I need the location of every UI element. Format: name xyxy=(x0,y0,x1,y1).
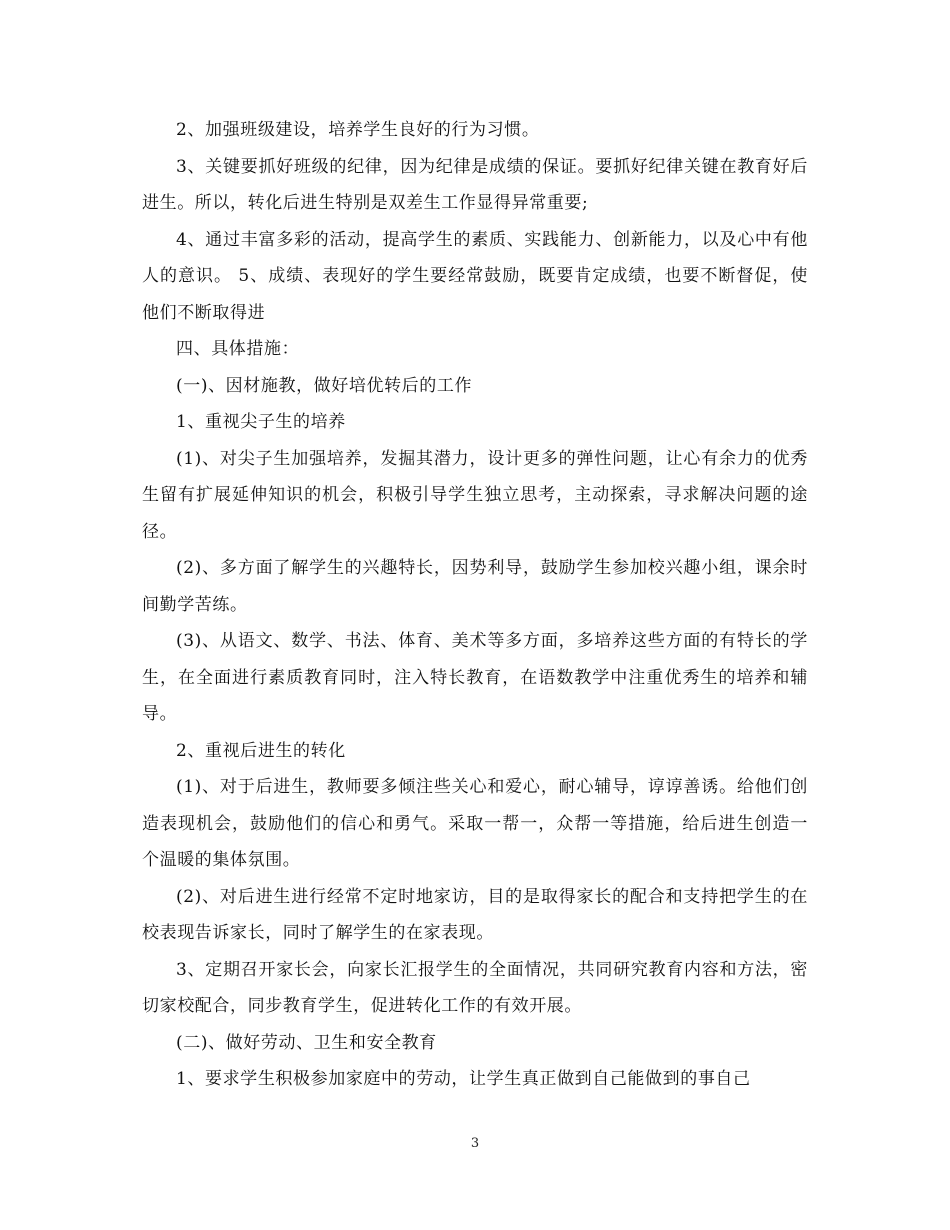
subsection-heading: (一)、因材施教，做好培优转后的工作 xyxy=(176,375,473,396)
paragraph: 2、加强班级建设，培养学生良好的行为习惯。 xyxy=(176,120,540,140)
item-heading: 2、重视后进生的转化 xyxy=(176,740,346,761)
page-number: 3 xyxy=(470,1136,480,1151)
item-heading: 1、重视尖子生的培养 xyxy=(176,412,346,432)
section-heading: 四、具体措施： xyxy=(176,339,300,359)
subsection-heading: (二)、做好劳动、卫生和安全教育 xyxy=(176,1032,437,1053)
document-body xyxy=(142,112,808,1098)
paragraph: (1)、对尖子生加强培养，发掘其潜力，设计更多的弹性问题，让心有余力的优秀生留有扩展延伸知识的机会，积极引导学生独立思考，主动探索，寻求解决问题的途径。 xyxy=(142,448,808,542)
paragraph: 3、定期召开家长会，向家长汇报学生的全面情况，共同研究教育内容和方法，密切家校配合，同步教育学生，促进转化工作的有效开展。 xyxy=(142,959,808,1016)
paragraph: 4、通过丰富多彩的活动，提高学生的素质、实践能力、创新能力，以及心中有他人的意识。 5、成绩、表现好的学生要经常鼓励，既要肯定成绩，也要不断督促，使他们不断取得进 xyxy=(142,229,808,323)
paragraph: (2)、多方面了解学生的兴趣特长，因势利导，鼓励学生参加校兴趣小组，课余时间勤学苦练。 xyxy=(142,558,808,615)
paragraph: 3、关键要抓好班级的纪律，因为纪律是成绩的保证。要抓好纪律关键在教育好后进生。所以，转化后进生特别是双差生工作显得异常重要; xyxy=(142,156,808,213)
paragraph: (2)、对后进生进行经常不定时地家访，目的是取得家长的配合和支持把学生的在校表现告诉家长，同时了解学生的在家表现。 xyxy=(142,886,808,943)
paragraph: (3)、从语文、数学、书法、体育、美术等多方面，多培养这些方面的有特长的学生，在全面进行素质教育同时，注入特长教育，在语数教学中注重优秀生的培养和辅导。 xyxy=(142,631,808,724)
paragraph: (1)、对于后进生，教师要多倾注些关心和爱心，耐心辅导，谆谆善诱。给他们创造表现机会，鼓励他们的信心和勇气。采取一帮一，众帮一等措施，给后进生创造一个温暖的集体氛围。 xyxy=(142,777,808,870)
paragraph: 1、要求学生积极参加家庭中的劳动，让学生真正做到自己能做到的事自己 xyxy=(176,1069,751,1089)
